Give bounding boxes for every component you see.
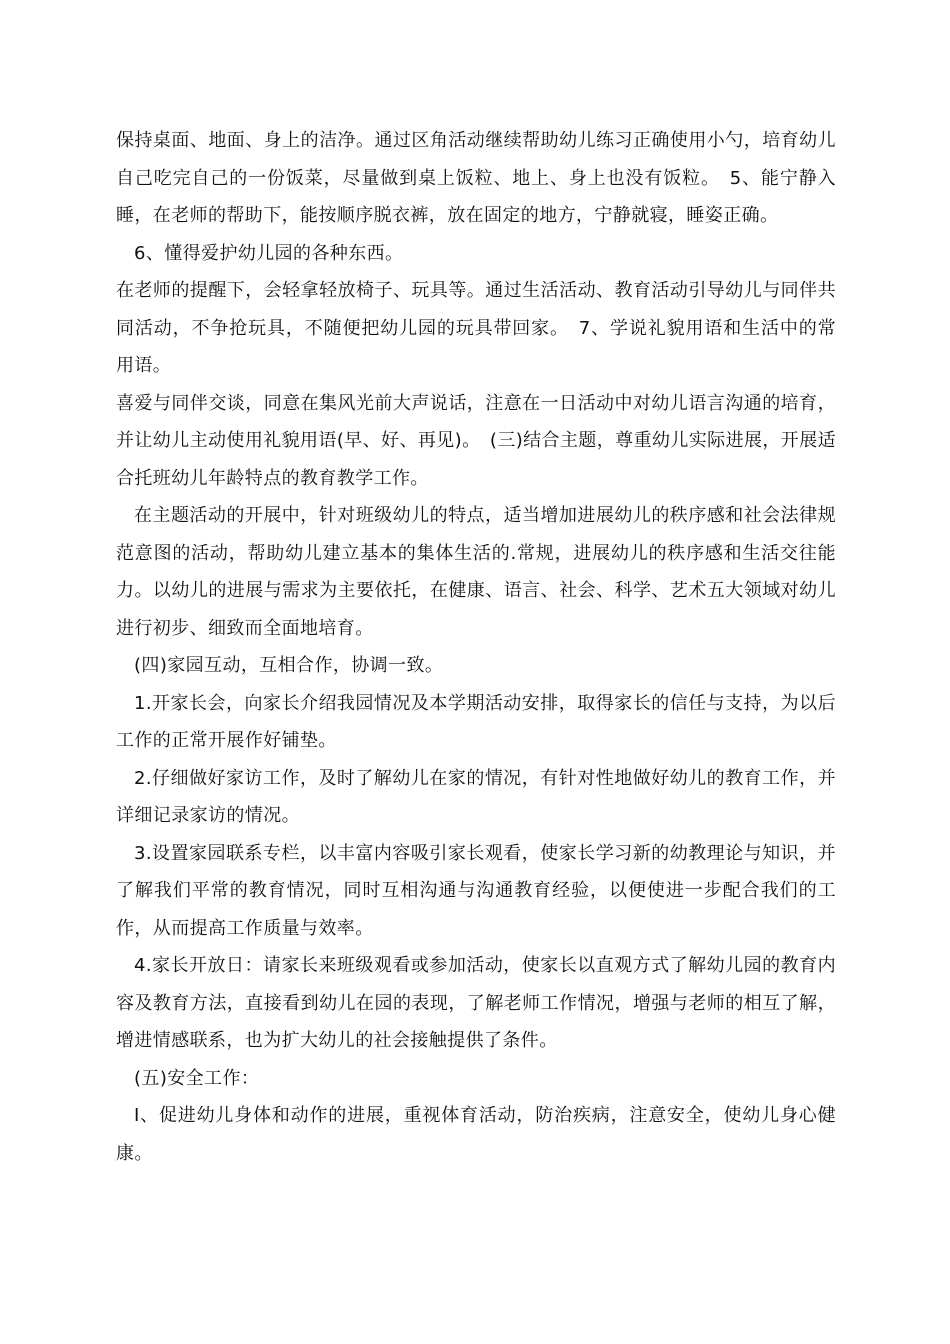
paragraph-theme-activities: 在主题活动的开展中，针对班级幼儿的特点，适当增加进展幼儿的秩序感和社会法律规范意图的活动，帮助幼儿建立基本的集体生活的.常规，进展幼儿的秩序感和生活交往能力。以幼儿的进展与需求为主要依托，在健康、语言、社会、科学、艺术五大领域对幼儿进行初步、细致而全面地培育。 <box>116 505 836 639</box>
paragraph-polite-language: 喜爱与同伴交谈，同意在集风光前大声说话，注意在一日活动中对幼儿语言沟通的培育，并让幼儿主动使用礼貌用语(早、好、再见)。 (三)结合主题，尊重幼儿实际进展，开展适合托班幼儿年龄特点的教育教学工作。 <box>116 392 836 489</box>
paragraph-handle-gently: 在老师的提醒下，会轻拿轻放椅子、玩具等。通过生活活动、教育活动引导幼儿与同伴共同活动，不争抢玩具，不随便把幼儿园的玩具带回家。 7、学说礼貌用语和生活中的常用语。 <box>116 280 836 376</box>
paragraph-self-care: 保持桌面、地面、身上的洁净。通过区角活动继续帮助幼儿练习正确使用小勺，培育幼儿自己吃完自己的一份饭菜，尽量做到桌上饭粒、地上、身上也没有饭粒。 5、能宁静入睡，在老师的帮助下，能按顺序脱衣裤，放在固定的地方，宁静就寝，睡姿正确。 <box>116 130 836 226</box>
list-item-bulletin-column: 3.设置家园联系专栏，以丰富内容吸引家长观看，使家长学习新的幼教理论与知识，并了解我们平常的教育情况，同时互相沟通与沟通教育经验，以便使进一步配合我们的工作，从而提高工作质量与效率。 <box>116 842 836 939</box>
section-heading-home-school: (四)家园互动，互相合作，协调一致。 <box>134 655 444 676</box>
list-item-home-visit: 2.仔细做好家访工作，及时了解幼儿在家的情况，有针对性地做好幼儿的教育工作，并详细记录家访的情况。 <box>116 767 836 826</box>
paragraph-item-6: 6、懂得爱护幼儿园的各种东西。 <box>134 242 404 264</box>
list-item-parent-meeting: 1.开家长会，向家长介绍我园情况及本学期活动安排，取得家长的信任与支持，为以后工作的正常开展作好铺垫。 <box>116 692 836 751</box>
section-heading-safety: (五)安全工作： <box>134 1067 260 1089</box>
document-body <box>116 122 836 1172</box>
list-item-physical-health: I、促进幼儿身体和动作的进展，重视体育活动，防治疾病，注意安全，使幼儿身心健康。 <box>116 1105 836 1164</box>
list-item-open-day: 4.家长开放日：请家长来班级观看或参加活动，使家长以直观方式了解幼儿园的教育内容及教育方法，直接看到幼儿在园的表现，了解老师工作情况，增强与老师的相互了解，增进情感联系，也为扩大幼儿的社会接触提供了条件。 <box>116 955 836 1051</box>
